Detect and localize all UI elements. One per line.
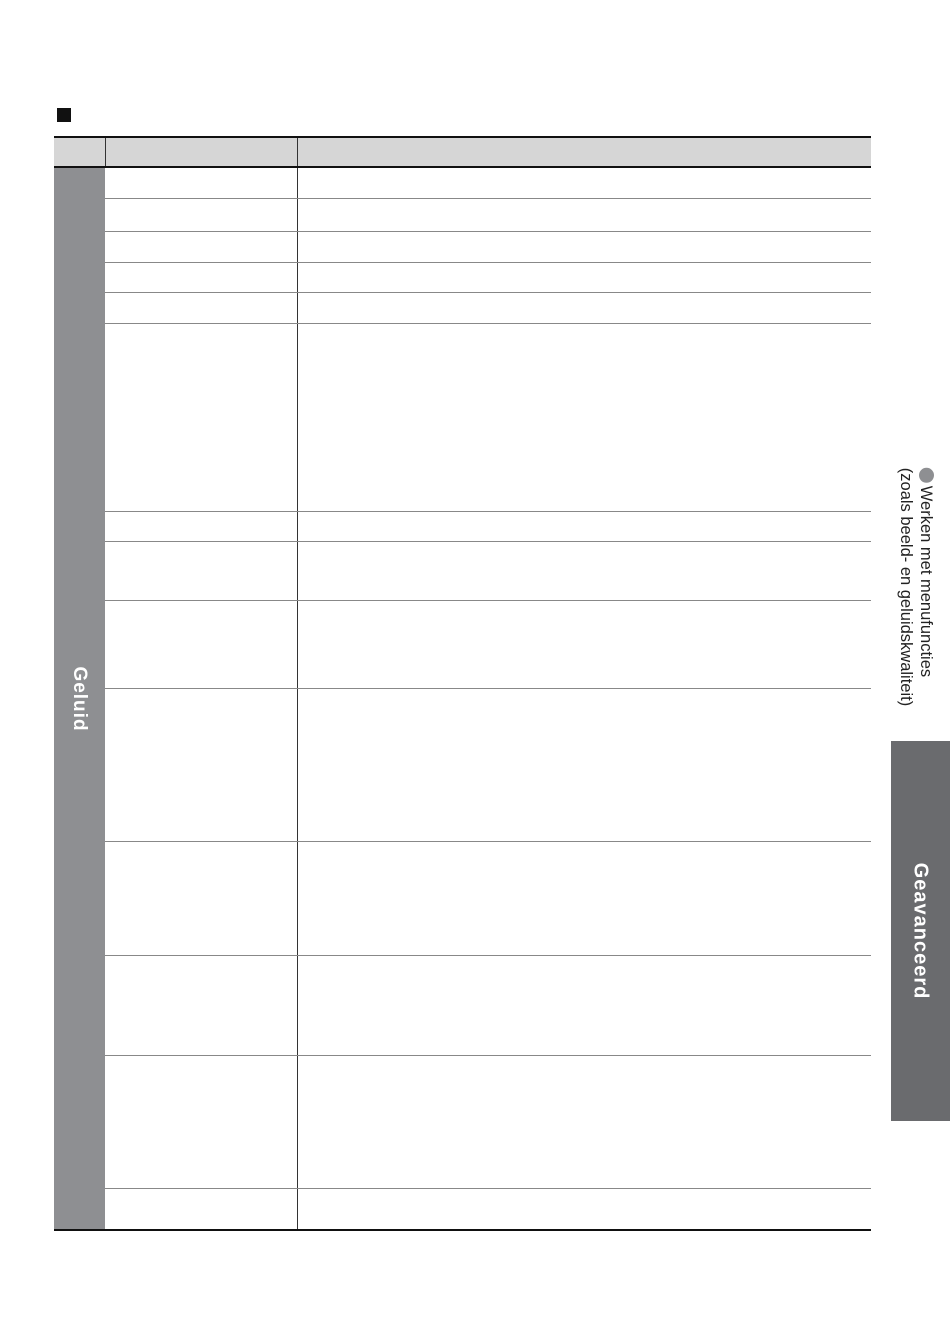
row-divider bbox=[105, 231, 871, 232]
bullet-icon bbox=[919, 468, 934, 483]
chapter-tab bbox=[891, 741, 950, 1121]
column-divider bbox=[297, 168, 298, 1231]
row-divider bbox=[105, 262, 871, 263]
row-divider bbox=[105, 1188, 871, 1189]
header-divider bbox=[105, 138, 106, 166]
row-divider bbox=[105, 841, 871, 842]
row-divider bbox=[105, 955, 871, 956]
category-column bbox=[54, 168, 105, 1231]
category-label: Geluid bbox=[69, 666, 90, 732]
section-heading-line1: Werken met menufuncties bbox=[917, 485, 935, 678]
row-divider bbox=[105, 1055, 871, 1056]
table-bottom-rule bbox=[54, 1229, 871, 1231]
row-divider bbox=[105, 511, 871, 512]
row-divider bbox=[105, 323, 871, 324]
row-divider bbox=[105, 541, 871, 542]
row-divider bbox=[105, 688, 871, 689]
table-header-row bbox=[54, 136, 871, 168]
section-square-marker bbox=[57, 108, 71, 122]
row-divider bbox=[105, 198, 871, 199]
settings-table bbox=[54, 136, 871, 1231]
row-divider bbox=[105, 292, 871, 293]
row-divider bbox=[105, 600, 871, 601]
chapter-tab-label: Geavanceerd bbox=[909, 862, 932, 1000]
header-divider bbox=[297, 138, 298, 166]
section-heading-vertical bbox=[896, 468, 936, 706]
section-heading-line2: (zoals beeld- en geluidskwaliteit) bbox=[897, 467, 915, 707]
